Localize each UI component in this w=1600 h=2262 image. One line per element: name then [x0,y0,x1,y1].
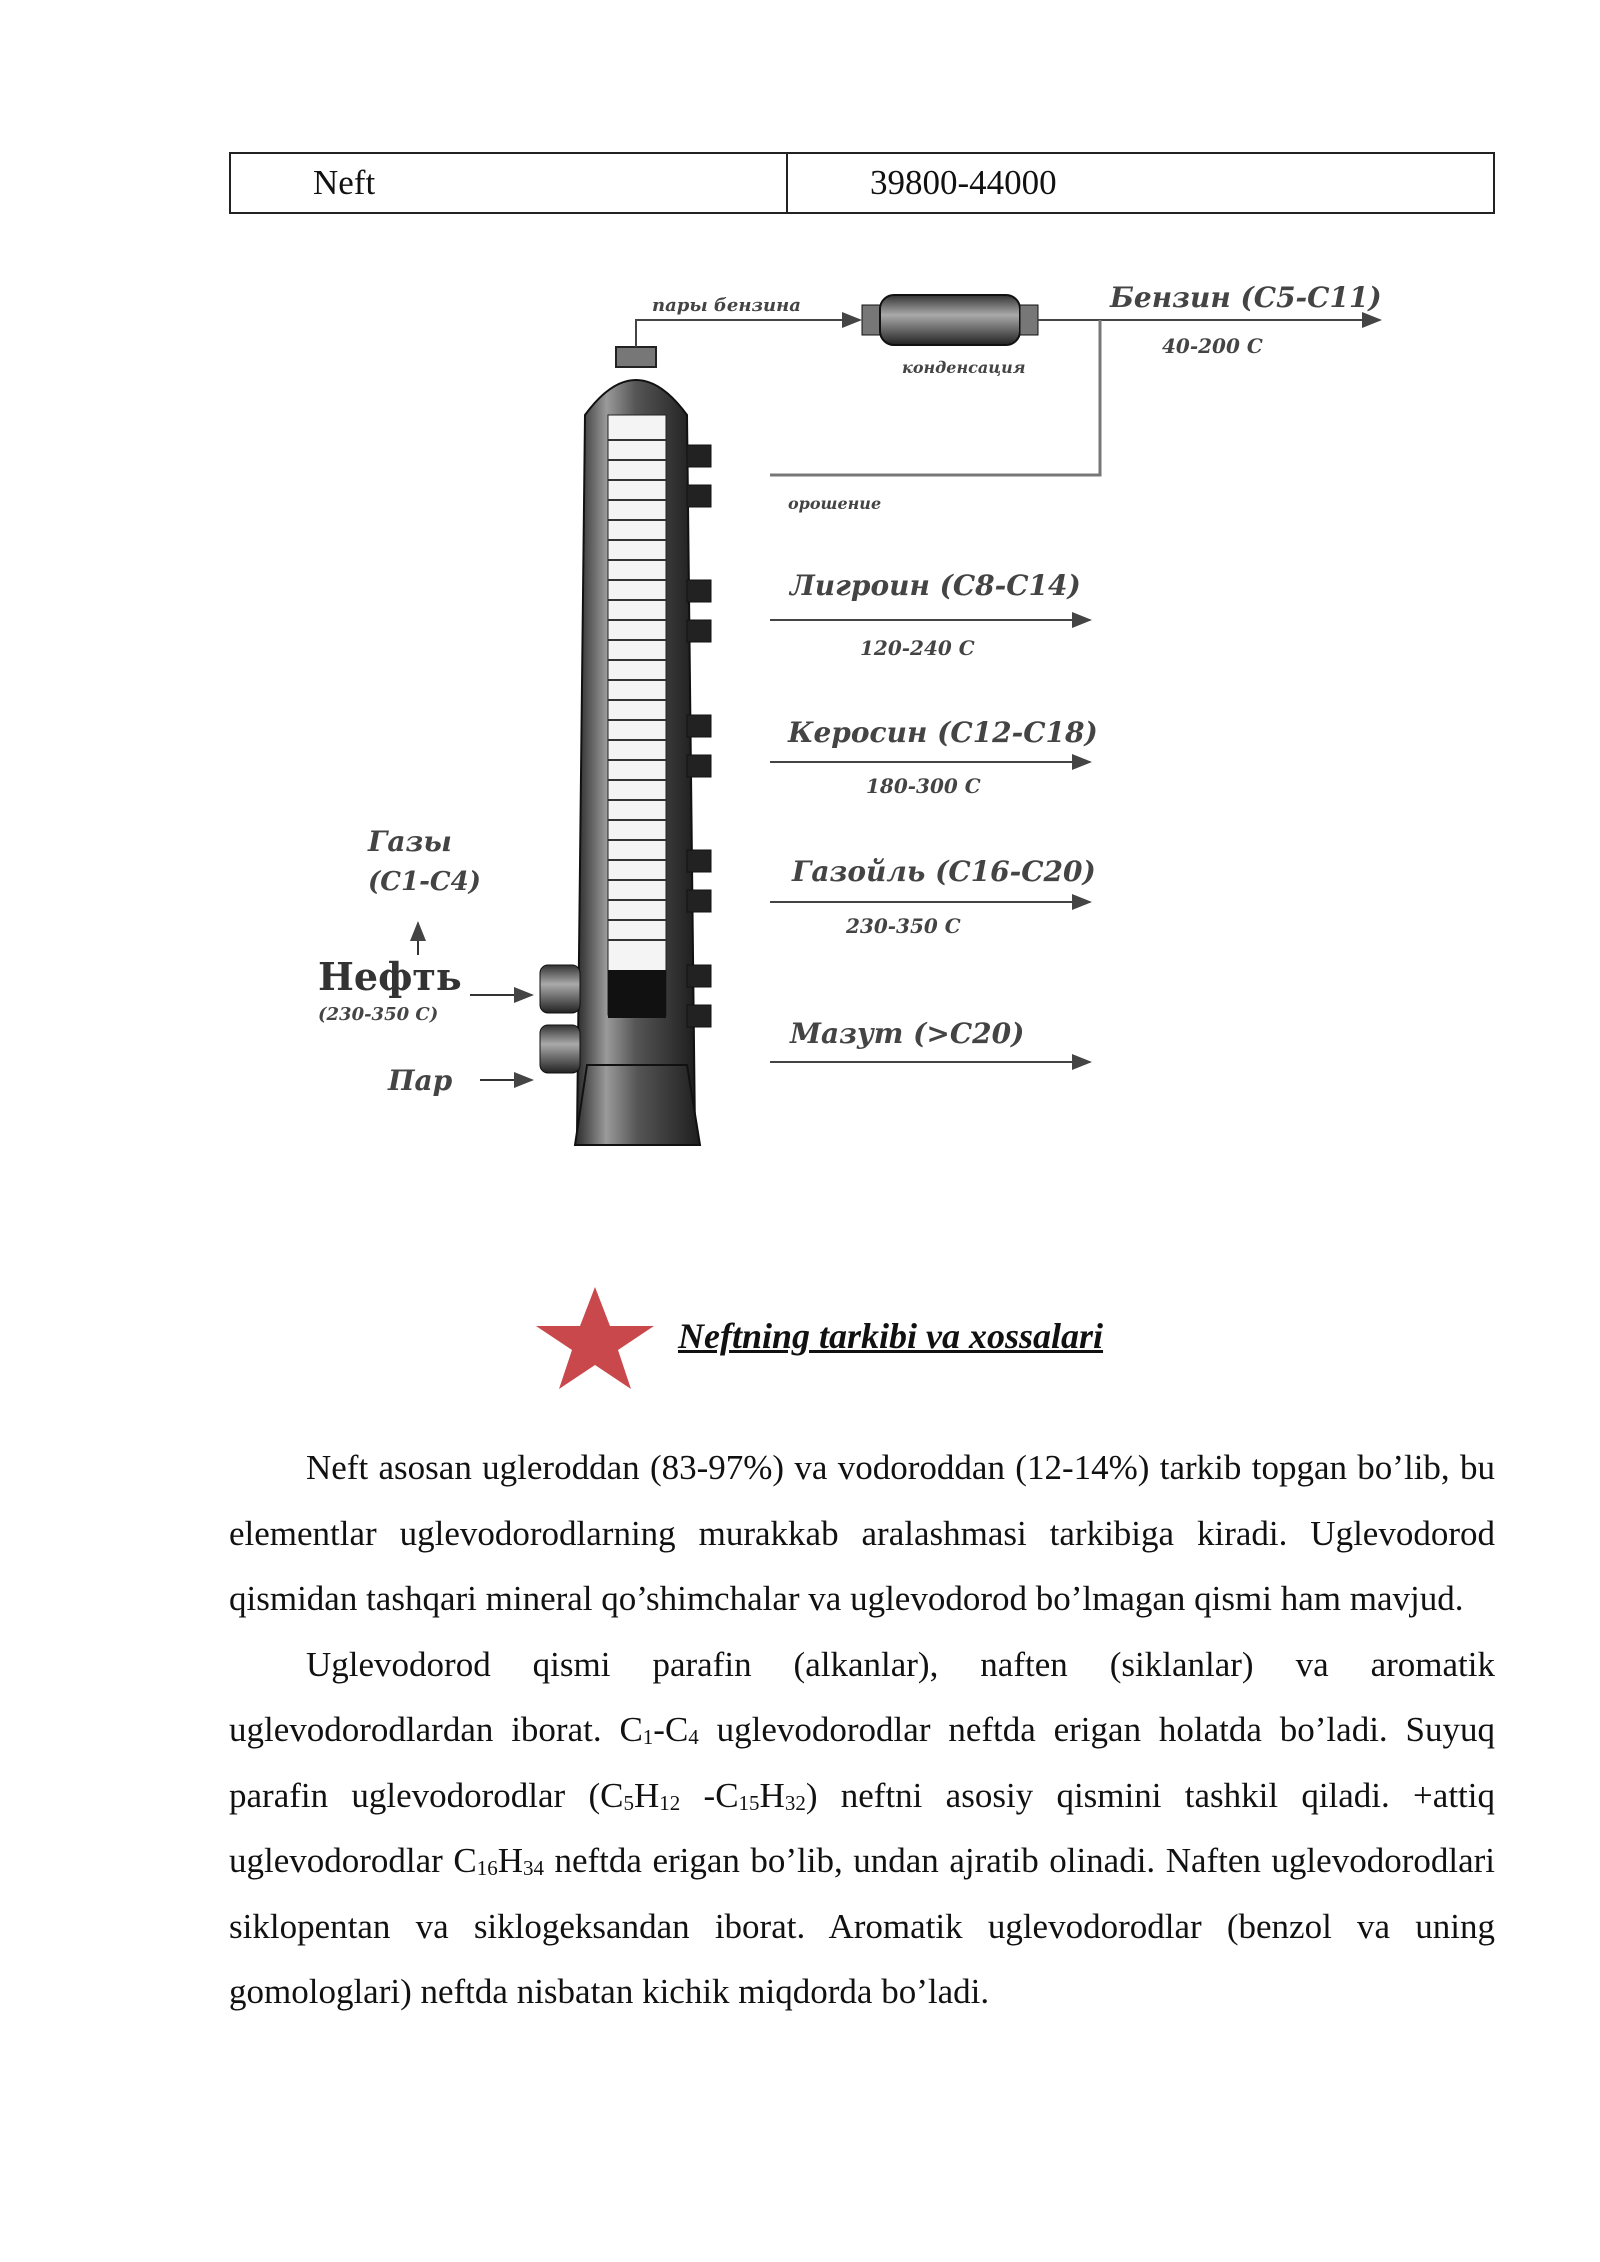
column-trays [608,415,666,1018]
table-cell-fuel: Neft [231,154,788,212]
gasoil-label: Газойль (C16-C20) [792,855,1096,888]
inlet-flanges [540,965,580,1073]
column-base [575,1065,700,1145]
gases-formula: (C1-C4) [368,867,481,897]
kerosene-label: Керосин (C12-C18) [788,716,1098,749]
paragraph-2: Uglevodorod qismi parafin (alkanlar), naften (siklanlar) va aromatik uglevodorodlardan iborat. $C_1-C_4$ uglevodorodlar neftda erigan holatda bo’ladi. Suyuq parafin uglevodorodlar ($C_5H_{12}$ $-C_{15}H_{32}$) neftni asosiy qismini tashkil qiladi. +attiq uglevodorodlar $C_{16}H_{34}$ neftda erigan bo’lib, undan ajratib olinadi. Naften uglevodorodlari siklopentan va siklogeksandan iborat. Aromatik uglevodorodlar (benzol va uning gomologlari) neftda nisbatan kichik miqdorda bo’ladi. [229,1644,1496,2011]
gasoline-label: Бензин (C5-C11) [1110,281,1382,314]
oil-label: Нефть [318,954,462,999]
paragraph-1: Neft asosan ugleroddan (83-97%) va vodoroddan (12-14%) tarkib topgan bo’lib, bu elementlar uglevodorodlarning murakkab aralashmasi tarkibiga kiradi. Uglevodorod qismidan tashqari mineral qo’shimchalar va uglevodorod bo’lmagan qismi ham mavjud. [229,1448,1495,1618]
kerosene-temp: 180-300 C [866,774,981,798]
mazut-label: Мазут (>C20) [790,1017,1025,1050]
section-title: Neftning tarkibi va xossalari [678,1316,1104,1356]
steam-label: Пар [388,1064,453,1097]
section-heading [530,1283,1230,1393]
ligroin-label: Лигроин (C8-C14) [790,569,1081,602]
body-text [229,1435,1495,2025]
condenser [862,295,1038,345]
gases-label: Газы [368,825,452,858]
gasoil-temp: 230-350 C [846,914,961,938]
gasoline-temp: 40-200 C [1162,334,1263,358]
vapor-line [636,320,860,347]
distillation-column-diagram [300,265,1400,1185]
column-cap [616,347,656,367]
ligroin-temp: 120-240 C [860,636,975,660]
data-table [229,152,1495,214]
condenser-label: конденсация [902,358,1026,377]
vapor-label: пары бензина [652,295,801,316]
star-icon [530,1283,660,1393]
reflux-label: орошение [788,494,882,513]
oil-temp: (230-350 C) [318,1004,439,1025]
table-cell-value: 39800-44000 [870,163,1057,202]
